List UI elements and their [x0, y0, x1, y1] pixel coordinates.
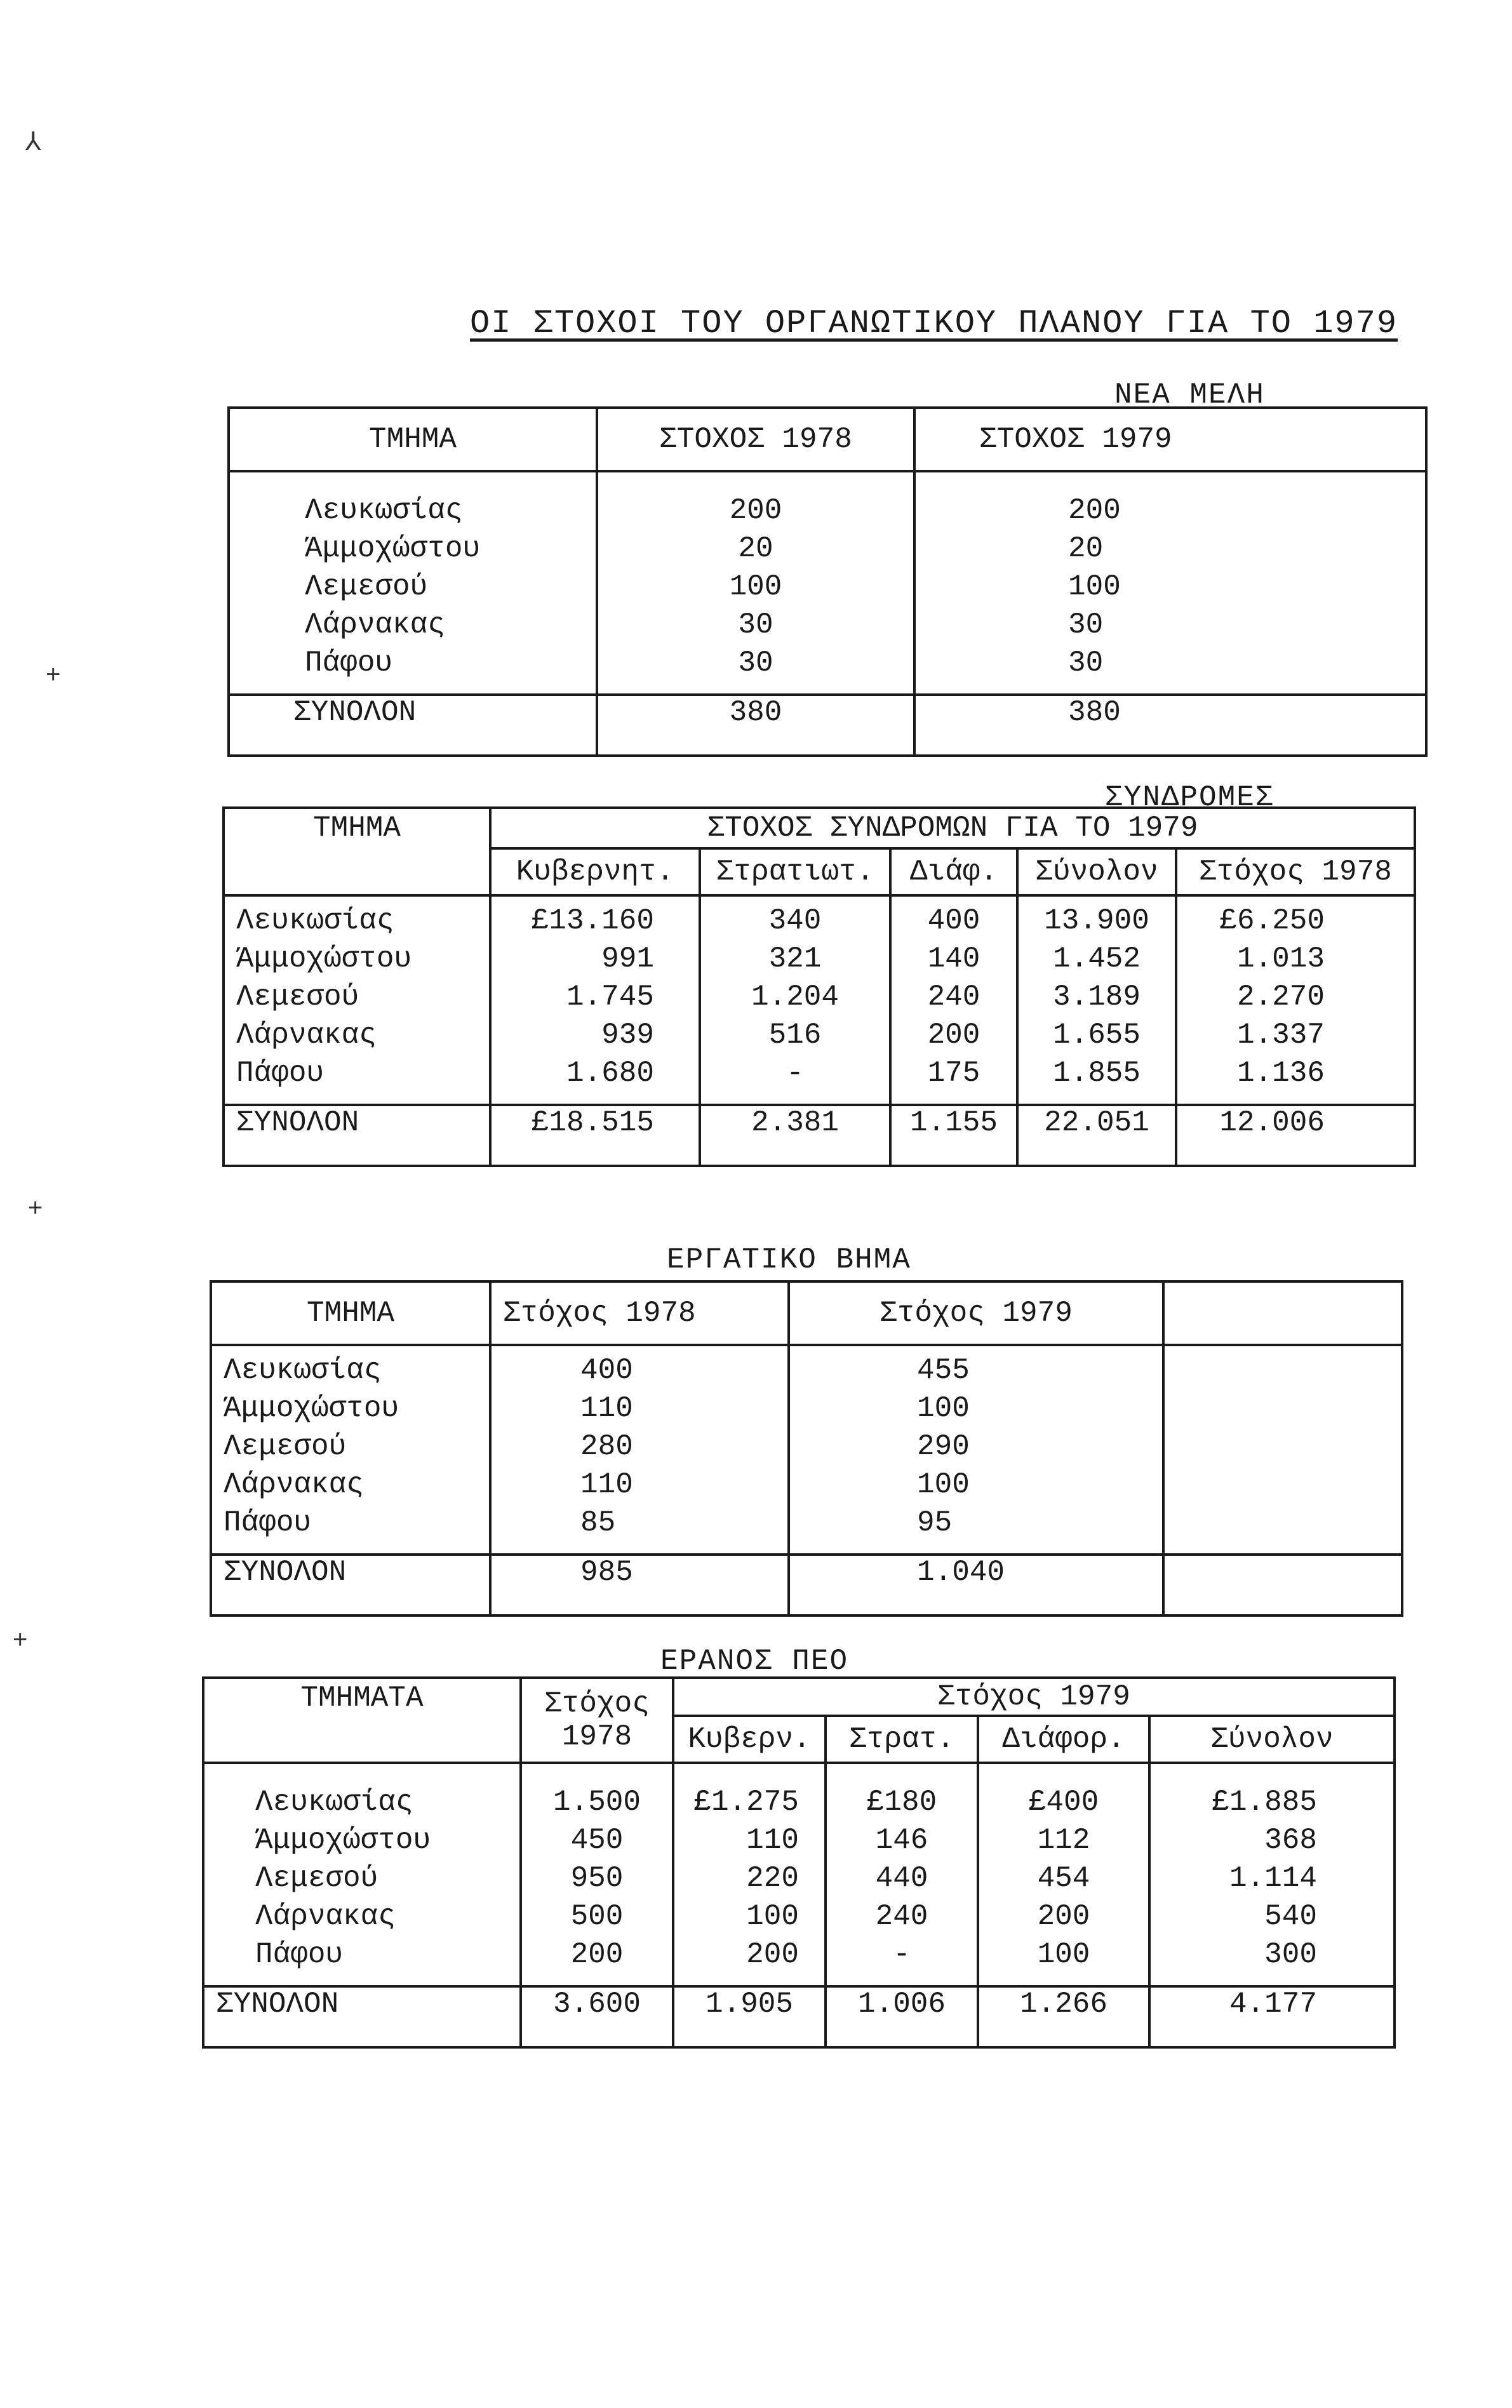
- labour-step-label: ΕΡΓΑΤΙΚΟ ΒΗΜΑ: [667, 1243, 911, 1276]
- value: 100: [729, 570, 782, 603]
- value: 400: [927, 904, 980, 937]
- col-header-group: ΣΤΟΧΟΣ ΣΥΝΔΡΟΜΩΝ ΓΙΑ ΤΟ 1979: [490, 808, 1415, 848]
- header-line: 1978: [561, 1720, 632, 1753]
- scan-mark: +: [13, 1626, 28, 1654]
- value: 321: [768, 942, 822, 975]
- col-header-total: Σύνολον: [1149, 1716, 1395, 1763]
- value: 455: [917, 1354, 970, 1387]
- section-name: Λάρνακας: [236, 1019, 377, 1052]
- mil-values: [826, 1763, 978, 1986]
- section-name: Πάφου: [255, 1938, 344, 1971]
- value: 200: [927, 1019, 980, 1052]
- peo-fund-table: [202, 1676, 1396, 2049]
- table-body-row: [203, 1763, 1395, 1986]
- value: 95: [917, 1506, 953, 1539]
- value: 30: [738, 646, 773, 679]
- col-header-mil: Στρατ.: [826, 1716, 978, 1763]
- total-1978: 985: [490, 1555, 789, 1615]
- value: 1.136: [1236, 1057, 1325, 1090]
- value: 30: [1068, 608, 1104, 641]
- value: 240: [875, 1900, 928, 1933]
- table-body-row: [211, 1345, 1402, 1555]
- section-name: Άμμοχώστου: [236, 942, 412, 975]
- total-mil: 2.381: [700, 1105, 890, 1166]
- section-name: Λεμεσού: [224, 1430, 347, 1463]
- value: 100: [746, 1900, 799, 1933]
- value: 516: [768, 1019, 822, 1052]
- value: 1.013: [1236, 942, 1325, 975]
- value: 1.745: [566, 980, 654, 1013]
- value: £1.885: [1212, 1786, 1317, 1819]
- misc-values: [890, 895, 1017, 1105]
- scan-mark: ⅄: [25, 128, 41, 156]
- total-total: 22.051: [1017, 1105, 1176, 1166]
- col-header-mil: Στρατιωτ.: [700, 848, 890, 895]
- value: 950: [570, 1862, 624, 1895]
- value: 200: [570, 1938, 624, 1971]
- value: 500: [570, 1900, 624, 1933]
- header-line: Στόχος: [544, 1687, 650, 1720]
- value: 146: [875, 1824, 928, 1857]
- target-1978-values: [490, 1345, 789, 1555]
- col-header-target-1979: Στόχος 1979: [789, 1281, 1163, 1345]
- col-header-target-1978: ΣΤΟΧΟΣ 1978: [597, 408, 914, 471]
- value: 85: [580, 1506, 616, 1539]
- col-header-gov: Κυβερνητ.: [490, 848, 700, 895]
- section-name: Πάφου: [236, 1057, 324, 1090]
- value: 1.500: [552, 1786, 641, 1819]
- total-row: [211, 1555, 1402, 1615]
- value: 1.855: [1052, 1057, 1141, 1090]
- document-title: ΟΙ ΣΤΟΧΟΙ ΤΟΥ ΟΡΓΑΝΩΤΙΚΟΥ ΠΛΑΝΟΥ ΓΙΑ ΤΟ 1979: [470, 305, 1398, 342]
- value: 200: [1068, 494, 1121, 527]
- value: 290: [917, 1430, 970, 1463]
- section-name: Πάφου: [305, 646, 393, 679]
- col-header-empty: [1163, 1281, 1402, 1345]
- value: 450: [570, 1824, 624, 1857]
- col-header-section: ΤΜΗΜΑ: [229, 408, 597, 471]
- empty-cell: [1163, 1555, 1402, 1615]
- new-members-table: [227, 406, 1428, 757]
- value: £400: [1028, 1786, 1099, 1819]
- new-members-label: ΝΕΑ ΜΕΛΗ: [1114, 378, 1265, 411]
- value: £6.250: [1219, 904, 1325, 937]
- value: 110: [580, 1468, 633, 1501]
- col-header-gov: Κυβερν.: [673, 1716, 826, 1763]
- col-header-section: ΤΜΗΜΑ: [224, 808, 490, 895]
- total-1979: 1.040: [789, 1555, 1163, 1615]
- section-name: Άμμοχώστου: [305, 532, 481, 565]
- value: 939: [601, 1019, 654, 1052]
- value: 280: [580, 1430, 633, 1463]
- value: 110: [746, 1824, 799, 1857]
- value: 991: [601, 942, 654, 975]
- value: 340: [768, 904, 822, 937]
- value: 1.337: [1236, 1019, 1325, 1052]
- section-name: Λευκωσίας: [224, 1354, 382, 1387]
- section-name: Λεμεσού: [255, 1862, 378, 1895]
- col-header-group: Στόχος 1979: [673, 1678, 1395, 1716]
- table-body-row: [229, 471, 1426, 695]
- target-1978-values: [597, 471, 914, 695]
- table-header-row: [211, 1281, 1402, 1345]
- total-1979: 380: [914, 695, 1426, 756]
- value: 100: [1037, 1938, 1090, 1971]
- total-target-1978: 12.006: [1176, 1105, 1415, 1166]
- value: 100: [917, 1392, 970, 1425]
- value: 1.655: [1052, 1019, 1141, 1052]
- value: 1.114: [1229, 1862, 1317, 1895]
- section-name: Λάρνακας: [305, 608, 445, 641]
- value: 3.189: [1052, 980, 1141, 1013]
- col-header-target-1979: ΣΤΟΧΟΣ 1979: [914, 408, 1426, 471]
- total-misc: 1.266: [978, 1986, 1149, 2047]
- col-header-target-1978: Στόχος 1978: [1176, 848, 1415, 895]
- value: £180: [866, 1786, 937, 1819]
- col-header-total: Σύνολον: [1017, 848, 1176, 895]
- total-1978: 3.600: [521, 1986, 673, 2047]
- section-name: Λευκωσίας: [305, 494, 463, 527]
- value: £1.275: [693, 1786, 799, 1819]
- section-name: Άμμοχώστου: [224, 1392, 399, 1425]
- total-1978: 380: [597, 695, 914, 756]
- col-header-target-1978: [521, 1678, 673, 1763]
- value: 100: [1068, 570, 1121, 603]
- total-gov: £18.515: [490, 1105, 700, 1166]
- value: 240: [927, 980, 980, 1013]
- section-name: Άμμοχώστου: [255, 1824, 431, 1857]
- total-row: [229, 695, 1426, 756]
- value: 200: [746, 1938, 799, 1971]
- value: 13.900: [1044, 904, 1149, 937]
- col-header-section: ΤΜΗΜΑΤΑ: [203, 1678, 521, 1763]
- value: 110: [580, 1392, 633, 1425]
- value: 440: [875, 1862, 928, 1895]
- total-label: ΣΥΝΟΛΟΝ: [224, 1105, 490, 1166]
- table-header-row: [224, 808, 1415, 848]
- value: -: [893, 1938, 911, 1971]
- gov-values: [490, 895, 700, 1105]
- total-label: ΣΥΝΟΛΟΝ: [229, 695, 597, 756]
- gov-values: [673, 1763, 826, 1986]
- target-1978-values: [521, 1763, 673, 1986]
- total-label: ΣΥΝΟΛΟΝ: [203, 1986, 521, 2047]
- value: 140: [927, 942, 980, 975]
- value: 368: [1264, 1824, 1317, 1857]
- section-names-cell: [229, 471, 597, 695]
- col-header-misc: Διάφορ.: [978, 1716, 1149, 1763]
- section-name: Λάρνακας: [255, 1900, 396, 1933]
- section-name: Λάρνακας: [224, 1468, 364, 1501]
- total-total: 4.177: [1149, 1986, 1395, 2047]
- value: 540: [1264, 1900, 1317, 1933]
- value: 30: [1068, 646, 1104, 679]
- value: 30: [738, 608, 773, 641]
- section-name: Λεμεσού: [305, 570, 428, 603]
- total-row: [224, 1105, 1415, 1166]
- value: 100: [917, 1468, 970, 1501]
- col-header-section: ΤΜΗΜΑ: [211, 1281, 490, 1345]
- value: 400: [580, 1354, 633, 1387]
- mil-values: [700, 895, 890, 1105]
- value: 1.680: [566, 1057, 654, 1090]
- section-names-cell: [211, 1345, 490, 1555]
- value: 1.204: [751, 980, 840, 1013]
- target-1979-values: [789, 1345, 1163, 1555]
- table-header-row: [229, 408, 1426, 471]
- value: 20: [1068, 532, 1104, 565]
- value: 2.270: [1236, 980, 1325, 1013]
- target-1978-values: [1176, 895, 1415, 1105]
- total-mil: 1.006: [826, 1986, 978, 2047]
- value: 175: [927, 1057, 980, 1090]
- total-label: ΣΥΝΟΛΟΝ: [211, 1555, 490, 1615]
- section-name: Λευκωσίας: [236, 904, 394, 937]
- section-name: Λεμεσού: [236, 980, 359, 1013]
- col-header-target-1978: Στόχος 1978: [490, 1281, 789, 1345]
- value: 454: [1037, 1862, 1090, 1895]
- value: £13.160: [531, 904, 654, 937]
- total-gov: 1.905: [673, 1986, 826, 2047]
- value: 220: [746, 1862, 799, 1895]
- value: 200: [1037, 1900, 1090, 1933]
- value: 300: [1264, 1938, 1317, 1971]
- subscriptions-label: ΣΥΝΔΡΟΜΕΣ: [1105, 781, 1274, 814]
- col-header-misc: Διάφ.: [890, 848, 1017, 895]
- value: 1.452: [1052, 942, 1141, 975]
- table-header-row: [203, 1678, 1395, 1716]
- labour-step-table: [210, 1280, 1403, 1617]
- section-name: Πάφου: [224, 1506, 312, 1539]
- total-values: [1017, 895, 1176, 1105]
- misc-values: [978, 1763, 1149, 1986]
- value: 200: [729, 494, 782, 527]
- value: 20: [738, 532, 773, 565]
- scan-mark: +: [46, 660, 61, 688]
- subscriptions-table: [222, 806, 1416, 1167]
- total-row: [203, 1986, 1395, 2047]
- value: -: [786, 1057, 804, 1090]
- scan-mark: +: [28, 1194, 43, 1222]
- target-1979-values: [914, 471, 1426, 695]
- total-misc: 1.155: [890, 1105, 1017, 1166]
- peo-fund-label: ΕΡΑΝΟΣ ΠΕΟ: [660, 1645, 849, 1678]
- empty-cell: [1163, 1345, 1402, 1555]
- value: 112: [1037, 1824, 1090, 1857]
- section-names-cell: [203, 1763, 521, 1986]
- section-names-cell: [224, 895, 490, 1105]
- total-values: [1149, 1763, 1395, 1986]
- table-body-row: [224, 895, 1415, 1105]
- section-name: Λευκωσίας: [255, 1786, 413, 1819]
